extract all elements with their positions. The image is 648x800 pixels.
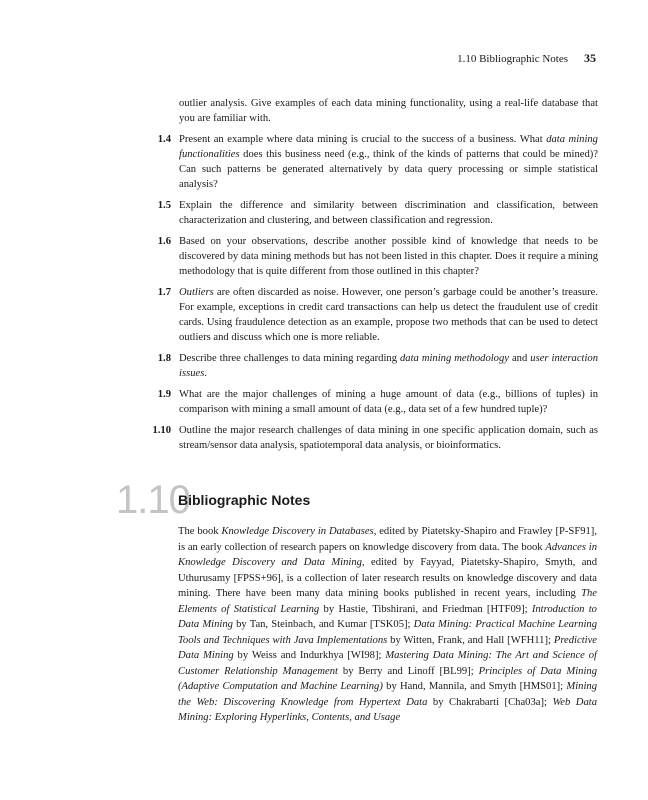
exercise-item [150, 423, 598, 453]
exercise-text: Present an example where data mining is crucial to the success of a business. What data mining functionalities does this business need (e.g., think of the kinds of patterns that could be mined)? Can such patterns be generated alternatively by data query processing or simple statistical analysis? [179, 134, 598, 190]
exercise-item [150, 387, 598, 417]
exercise-text: Based on your observations, describe another possible kind of knowledge that needs to be discovered by data mining methods but has not been listed in this chapter. Does it require a mining methodology that is quite different from those outlined in this chapter? [179, 236, 598, 277]
exercise-text: outlier analysis. Give examples of each data mining functionality, using a real-life database that you are familiar with. [179, 98, 598, 124]
exercise-text: Outliers are often discarded as noise. However, one person’s garbage could be another’s treasure. For example, exceptions in credit card transactions can help us detect the fraudulent use of credit cards. Using fraudulence detection as an example, propose two methods that can be used to detect outliers and discuss which one is more reliable. [179, 287, 598, 343]
exercise-text: Describe three challenges to data mining regarding data mining methodology and user interaction issues. [179, 353, 599, 379]
exercise-number: 1.8 [157, 353, 171, 364]
exercise-text: Outline the major research challenges of data mining in one specific application domain, such as stream/sensor data analysis, spatiotemporal data analysis, or bioinformatics. [179, 425, 598, 451]
exercise-item [150, 234, 598, 279]
bibliographic-notes-paragraph: The book Knowledge Discovery in Databases, edited by Piatetsky-Shapiro and Frawley [P-SF91], is an early collection of research papers on knowledge discovery from data. The book Advances in Knowledge Discovery and Data Mining, edited by Fayyad, Piatetsky-Shapiro, Smyth, and Uthurusamy [FPSS+96], is a collection of later research results on knowledge discovery and data mining. There have been many data mining books published in recent years, including The Elements of Statistical Learning by Hastie, Tibshirani, and Friedman [HTF09]; Introduction to Data Mining by Tan, Steinbach, and Kumar [TSK05]; Data Mining: Practical Machine Learning Tools and Techniques with Java Implementations by Witten, Frank, and Hall [WFH11]; Predictive Data Mining by Weiss and Indurkhya [WI98]; Mastering Data Mining: The Art and Science of Customer Relationship Management by Berry and Linoff [BL99]; Principles of Data Mining (Adaptive Computation and Machine Learning) by Hand, Mannila, and Smyth [HMS01]; Mining the Web: Discovering Knowledge from Hypertext Data by Chakrabarti [Cha03a]; Web Data Mining: Exploring Hyperlinks, Contents, and Usage [178, 526, 598, 723]
exercise-item [150, 198, 598, 228]
exercise-item [150, 351, 598, 381]
section-heading [116, 480, 310, 520]
exercise-item [150, 285, 598, 345]
exercise-text: What are the major challenges of mining a huge amount of data (e.g., billions of tuples) in comparison with mining a small amount of data (e.g., data set of a few hundred tuple)? [179, 389, 598, 415]
exercise-text: Explain the difference and similarity between discrimination and classification, between characterization and clustering, and between classification and regression. [179, 200, 598, 226]
running-head [457, 51, 596, 66]
exercise-number: 1.10 [152, 425, 171, 436]
page-number: 35 [584, 51, 596, 65]
exercise-list [150, 96, 598, 459]
section-title: Bibliographic Notes [178, 492, 311, 508]
exercise-number: 1.5 [157, 200, 171, 211]
exercise-item [150, 132, 598, 192]
section-number: 1.10 [116, 478, 190, 522]
exercise-number: 1.6 [157, 236, 171, 247]
exercise-number: 1.7 [157, 287, 171, 298]
running-head-title: 1.10 Bibliographic Notes [457, 53, 568, 65]
exercise-number: 1.4 [157, 134, 171, 145]
exercise-number: 1.9 [157, 389, 171, 400]
exercise-item [150, 96, 598, 126]
